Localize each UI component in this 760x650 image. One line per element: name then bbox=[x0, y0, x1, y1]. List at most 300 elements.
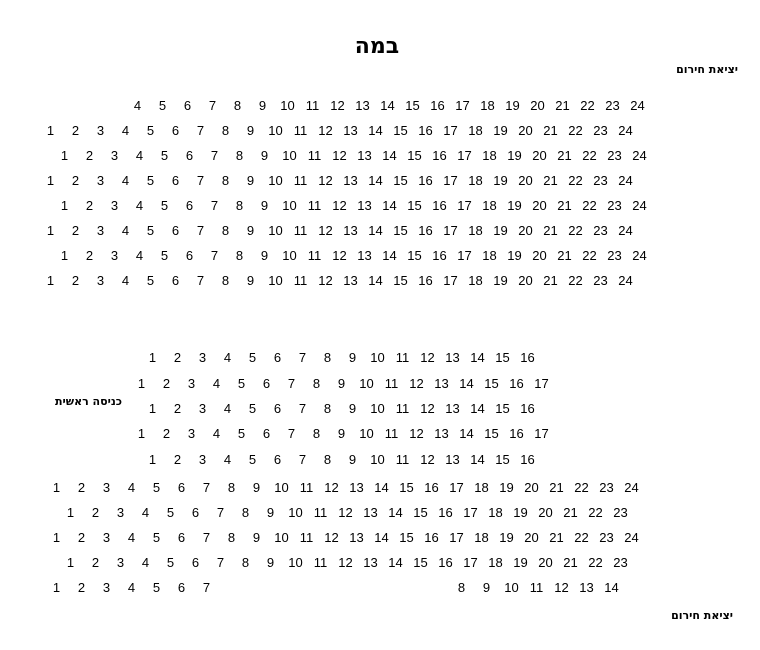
seat-number[interactable]: 12 bbox=[318, 173, 333, 188]
seat-number[interactable]: 13 bbox=[343, 123, 358, 138]
seat-number[interactable]: 3 bbox=[102, 480, 111, 495]
seat-number[interactable]: 2 bbox=[77, 580, 86, 595]
seat-number[interactable]: 5 bbox=[248, 452, 257, 467]
seat-number[interactable]: 24 bbox=[624, 530, 639, 545]
seat-number[interactable]: 5 bbox=[248, 350, 257, 365]
seat-number[interactable]: 22 bbox=[582, 148, 597, 163]
seat-number[interactable]: 14 bbox=[374, 530, 389, 545]
seat-number[interactable]: 19 bbox=[513, 555, 528, 570]
seat-number[interactable]: 22 bbox=[568, 123, 583, 138]
seat-number[interactable]: 8 bbox=[221, 273, 230, 288]
seat-number[interactable]: 18 bbox=[482, 198, 497, 213]
seat-number[interactable]: 14 bbox=[382, 248, 397, 263]
seat-number[interactable]: 6 bbox=[171, 123, 180, 138]
seat-number[interactable]: 5 bbox=[248, 401, 257, 416]
seat-number[interactable]: 19 bbox=[499, 530, 514, 545]
seat-number[interactable]: 12 bbox=[420, 452, 435, 467]
seat-number[interactable]: 12 bbox=[330, 98, 345, 113]
seat-number[interactable]: 13 bbox=[363, 555, 378, 570]
seat-number[interactable]: 7 bbox=[287, 426, 296, 441]
seat-number[interactable]: 14 bbox=[459, 426, 474, 441]
seat-number[interactable]: 12 bbox=[338, 555, 353, 570]
seat-number[interactable]: 3 bbox=[96, 273, 105, 288]
seat-number[interactable]: 16 bbox=[509, 376, 524, 391]
seat-number[interactable]: 8 bbox=[235, 198, 244, 213]
seat-number[interactable]: 20 bbox=[518, 173, 533, 188]
seat-number[interactable]: 2 bbox=[91, 505, 100, 520]
seat-number[interactable]: 23 bbox=[607, 148, 622, 163]
seat-number[interactable]: 12 bbox=[324, 530, 339, 545]
seat-number[interactable]: 9 bbox=[246, 123, 255, 138]
seat-number[interactable]: 10 bbox=[370, 452, 385, 467]
seat-number[interactable]: 13 bbox=[434, 426, 449, 441]
seat-number[interactable]: 10 bbox=[282, 148, 297, 163]
seat-number[interactable]: 20 bbox=[538, 555, 553, 570]
seat-number[interactable]: 15 bbox=[484, 376, 499, 391]
seat-number[interactable]: 22 bbox=[580, 98, 595, 113]
seat-number[interactable]: 9 bbox=[266, 555, 275, 570]
seat-number[interactable]: 7 bbox=[210, 248, 219, 263]
seat-number[interactable]: 24 bbox=[632, 148, 647, 163]
seat-number[interactable]: 15 bbox=[393, 173, 408, 188]
seat-number[interactable]: 3 bbox=[110, 248, 119, 263]
seat-number[interactable]: 13 bbox=[445, 452, 460, 467]
seat-number[interactable]: 19 bbox=[507, 148, 522, 163]
seat-number[interactable]: 4 bbox=[141, 505, 150, 520]
seat-number[interactable]: 9 bbox=[260, 148, 269, 163]
seat-number[interactable]: 8 bbox=[227, 480, 236, 495]
seat-number[interactable]: 8 bbox=[221, 173, 230, 188]
seat-number[interactable]: 10 bbox=[288, 505, 303, 520]
seat-number[interactable]: 6 bbox=[185, 248, 194, 263]
seat-number[interactable]: 1 bbox=[46, 123, 55, 138]
seat-number[interactable]: 9 bbox=[337, 376, 346, 391]
seat-number[interactable]: 2 bbox=[85, 198, 94, 213]
seat-number[interactable]: 21 bbox=[543, 273, 558, 288]
seat-number[interactable]: 20 bbox=[524, 480, 539, 495]
seat-number[interactable]: 13 bbox=[579, 580, 594, 595]
seat-number[interactable]: 4 bbox=[121, 273, 130, 288]
seat-number[interactable]: 19 bbox=[493, 223, 508, 238]
seat-number[interactable]: 12 bbox=[332, 248, 347, 263]
seat-number[interactable]: 22 bbox=[568, 223, 583, 238]
seat-number[interactable]: 4 bbox=[135, 248, 144, 263]
seat-number[interactable]: 7 bbox=[202, 480, 211, 495]
seat-number[interactable]: 2 bbox=[162, 376, 171, 391]
seat-number[interactable]: 20 bbox=[532, 198, 547, 213]
seat-number[interactable]: 5 bbox=[158, 98, 167, 113]
seat-number[interactable]: 18 bbox=[474, 530, 489, 545]
seat-number[interactable]: 5 bbox=[160, 148, 169, 163]
seat-number[interactable]: 19 bbox=[507, 198, 522, 213]
seat-number[interactable]: 7 bbox=[196, 123, 205, 138]
seat-number[interactable]: 1 bbox=[148, 401, 157, 416]
seat-number[interactable]: 5 bbox=[146, 273, 155, 288]
seat-number[interactable]: 11 bbox=[384, 426, 399, 441]
seat-number[interactable]: 24 bbox=[630, 98, 645, 113]
seat-number[interactable]: 23 bbox=[599, 480, 614, 495]
seat-number[interactable]: 15 bbox=[413, 555, 428, 570]
seat-number[interactable]: 1 bbox=[60, 248, 69, 263]
seat-number[interactable]: 15 bbox=[484, 426, 499, 441]
seat-number[interactable]: 8 bbox=[323, 350, 332, 365]
seat-number[interactable]: 12 bbox=[332, 148, 347, 163]
seat-number[interactable]: 1 bbox=[66, 505, 75, 520]
seat-number[interactable]: 10 bbox=[370, 350, 385, 365]
seat-number[interactable]: 8 bbox=[323, 401, 332, 416]
seat-number[interactable]: 11 bbox=[307, 248, 322, 263]
seat-number[interactable]: 6 bbox=[171, 223, 180, 238]
seat-number[interactable]: 9 bbox=[246, 273, 255, 288]
seat-number[interactable]: 15 bbox=[405, 98, 420, 113]
seat-number[interactable]: 22 bbox=[588, 505, 603, 520]
seat-number[interactable]: 17 bbox=[443, 123, 458, 138]
seat-number[interactable]: 2 bbox=[173, 401, 182, 416]
seat-number[interactable]: 1 bbox=[46, 173, 55, 188]
seat-number[interactable]: 21 bbox=[543, 123, 558, 138]
seat-number[interactable]: 6 bbox=[191, 555, 200, 570]
seat-number[interactable]: 2 bbox=[71, 223, 80, 238]
seat-number[interactable]: 6 bbox=[177, 580, 186, 595]
seat-number[interactable]: 11 bbox=[395, 350, 410, 365]
seat-number[interactable]: 14 bbox=[368, 273, 383, 288]
seat-number[interactable]: 24 bbox=[632, 198, 647, 213]
seat-number[interactable]: 13 bbox=[357, 148, 372, 163]
seat-number[interactable]: 19 bbox=[493, 273, 508, 288]
seat-number[interactable]: 8 bbox=[221, 123, 230, 138]
seat-number[interactable]: 14 bbox=[388, 505, 403, 520]
seat-number[interactable]: 6 bbox=[185, 148, 194, 163]
seat-number[interactable]: 19 bbox=[505, 98, 520, 113]
seat-number[interactable]: 20 bbox=[532, 148, 547, 163]
seat-number[interactable]: 4 bbox=[135, 198, 144, 213]
seat-number[interactable]: 7 bbox=[196, 273, 205, 288]
seat-number[interactable]: 18 bbox=[468, 273, 483, 288]
seat-number[interactable]: 11 bbox=[299, 480, 314, 495]
seat-number[interactable]: 3 bbox=[102, 530, 111, 545]
seat-number[interactable]: 7 bbox=[210, 198, 219, 213]
seat-number[interactable]: 14 bbox=[470, 350, 485, 365]
seat-number[interactable]: 5 bbox=[146, 223, 155, 238]
seat-number[interactable]: 3 bbox=[116, 505, 125, 520]
seat-number[interactable]: 4 bbox=[121, 123, 130, 138]
seat-number[interactable]: 10 bbox=[274, 480, 289, 495]
seat-number[interactable]: 4 bbox=[223, 401, 232, 416]
seat-number[interactable]: 15 bbox=[407, 198, 422, 213]
seat-number[interactable]: 22 bbox=[582, 248, 597, 263]
seat-number[interactable]: 14 bbox=[374, 480, 389, 495]
seat-number[interactable]: 11 bbox=[313, 555, 328, 570]
seat-number[interactable]: 13 bbox=[343, 223, 358, 238]
seat-number[interactable]: 16 bbox=[430, 98, 445, 113]
seat-number[interactable]: 23 bbox=[605, 98, 620, 113]
seat-number[interactable]: 4 bbox=[135, 148, 144, 163]
seat-number[interactable]: 2 bbox=[162, 426, 171, 441]
seat-number[interactable]: 15 bbox=[495, 452, 510, 467]
seat-number[interactable]: 12 bbox=[332, 198, 347, 213]
seat-number[interactable]: 5 bbox=[237, 426, 246, 441]
seat-number[interactable]: 7 bbox=[298, 401, 307, 416]
seat-number[interactable]: 11 bbox=[395, 452, 410, 467]
seat-number[interactable]: 12 bbox=[409, 426, 424, 441]
seat-number[interactable]: 14 bbox=[604, 580, 619, 595]
seat-number[interactable]: 6 bbox=[273, 401, 282, 416]
seat-number[interactable]: 5 bbox=[160, 198, 169, 213]
seat-number[interactable]: 3 bbox=[116, 555, 125, 570]
seat-number[interactable]: 14 bbox=[470, 452, 485, 467]
seat-number[interactable]: 3 bbox=[187, 376, 196, 391]
seat-number[interactable]: 16 bbox=[520, 401, 535, 416]
seat-number[interactable]: 24 bbox=[618, 173, 633, 188]
seat-number[interactable]: 11 bbox=[299, 530, 314, 545]
seat-number[interactable]: 12 bbox=[409, 376, 424, 391]
seat-number[interactable]: 18 bbox=[482, 148, 497, 163]
seat-number[interactable]: 5 bbox=[166, 555, 175, 570]
seat-number[interactable]: 8 bbox=[312, 426, 321, 441]
seat-number[interactable]: 15 bbox=[495, 350, 510, 365]
seat-number[interactable]: 17 bbox=[534, 376, 549, 391]
seat-number[interactable]: 3 bbox=[198, 452, 207, 467]
seat-number[interactable]: 8 bbox=[241, 505, 250, 520]
seat-number[interactable]: 16 bbox=[520, 350, 535, 365]
seat-number[interactable]: 23 bbox=[613, 555, 628, 570]
seat-number[interactable]: 17 bbox=[463, 505, 478, 520]
seat-number[interactable]: 9 bbox=[348, 401, 357, 416]
seat-number[interactable]: 1 bbox=[137, 376, 146, 391]
seat-number[interactable]: 5 bbox=[152, 530, 161, 545]
seat-number[interactable]: 18 bbox=[488, 555, 503, 570]
seat-number[interactable]: 12 bbox=[324, 480, 339, 495]
seat-number[interactable]: 16 bbox=[432, 198, 447, 213]
seat-number[interactable]: 15 bbox=[393, 273, 408, 288]
seat-number[interactable]: 10 bbox=[268, 173, 283, 188]
seat-number[interactable]: 20 bbox=[518, 273, 533, 288]
seat-number[interactable]: 14 bbox=[382, 198, 397, 213]
seat-number[interactable]: 11 bbox=[293, 123, 308, 138]
seat-number[interactable]: 17 bbox=[463, 555, 478, 570]
seat-number[interactable]: 11 bbox=[293, 223, 308, 238]
seat-number[interactable]: 7 bbox=[298, 350, 307, 365]
seat-number[interactable]: 4 bbox=[127, 530, 136, 545]
seat-number[interactable]: 7 bbox=[202, 580, 211, 595]
seat-number[interactable]: 16 bbox=[418, 123, 433, 138]
seat-number[interactable]: 12 bbox=[554, 580, 569, 595]
seat-number[interactable]: 3 bbox=[96, 223, 105, 238]
seat-number[interactable]: 3 bbox=[198, 350, 207, 365]
seat-number[interactable]: 24 bbox=[618, 273, 633, 288]
seat-number[interactable]: 3 bbox=[198, 401, 207, 416]
seat-number[interactable]: 12 bbox=[338, 505, 353, 520]
seat-number[interactable]: 21 bbox=[543, 173, 558, 188]
seat-number[interactable]: 2 bbox=[71, 273, 80, 288]
seat-number[interactable]: 3 bbox=[110, 198, 119, 213]
seat-number[interactable]: 1 bbox=[46, 273, 55, 288]
seat-number[interactable]: 22 bbox=[568, 273, 583, 288]
seat-number[interactable]: 8 bbox=[233, 98, 242, 113]
seat-number[interactable]: 23 bbox=[607, 248, 622, 263]
seat-number[interactable]: 5 bbox=[160, 248, 169, 263]
seat-number[interactable]: 6 bbox=[273, 452, 282, 467]
seat-number[interactable]: 12 bbox=[318, 273, 333, 288]
seat-number[interactable]: 6 bbox=[183, 98, 192, 113]
seat-number[interactable]: 4 bbox=[212, 426, 221, 441]
seat-number[interactable]: 12 bbox=[318, 123, 333, 138]
seat-number[interactable]: 10 bbox=[280, 98, 295, 113]
seat-number[interactable]: 11 bbox=[307, 198, 322, 213]
seat-number[interactable]: 14 bbox=[368, 223, 383, 238]
seat-number[interactable]: 24 bbox=[618, 223, 633, 238]
seat-number[interactable]: 16 bbox=[432, 148, 447, 163]
seat-number[interactable]: 17 bbox=[449, 480, 464, 495]
seat-number[interactable]: 5 bbox=[152, 480, 161, 495]
seat-number[interactable]: 8 bbox=[457, 580, 466, 595]
seat-number[interactable]: 6 bbox=[171, 273, 180, 288]
seat-number[interactable]: 13 bbox=[355, 98, 370, 113]
seat-number[interactable]: 1 bbox=[52, 530, 61, 545]
seat-number[interactable]: 8 bbox=[312, 376, 321, 391]
seat-number[interactable]: 10 bbox=[359, 376, 374, 391]
seat-number[interactable]: 16 bbox=[438, 505, 453, 520]
seat-number[interactable]: 23 bbox=[593, 173, 608, 188]
seat-number[interactable]: 12 bbox=[420, 350, 435, 365]
seat-number[interactable]: 11 bbox=[384, 376, 399, 391]
seat-number[interactable]: 1 bbox=[52, 480, 61, 495]
seat-number[interactable]: 19 bbox=[493, 173, 508, 188]
seat-number[interactable]: 10 bbox=[274, 530, 289, 545]
seat-number[interactable]: 20 bbox=[524, 530, 539, 545]
seat-number[interactable]: 19 bbox=[493, 123, 508, 138]
seat-number[interactable]: 1 bbox=[60, 198, 69, 213]
seat-number[interactable]: 9 bbox=[252, 480, 261, 495]
seat-number[interactable]: 23 bbox=[593, 223, 608, 238]
seat-number[interactable]: 13 bbox=[434, 376, 449, 391]
seat-number[interactable]: 1 bbox=[148, 350, 157, 365]
seat-number[interactable]: 7 bbox=[210, 148, 219, 163]
seat-number[interactable]: 2 bbox=[85, 248, 94, 263]
seat-number[interactable]: 14 bbox=[382, 148, 397, 163]
seat-number[interactable]: 1 bbox=[137, 426, 146, 441]
seat-number[interactable]: 12 bbox=[318, 223, 333, 238]
seat-number[interactable]: 19 bbox=[513, 505, 528, 520]
seat-number[interactable]: 11 bbox=[293, 273, 308, 288]
seat-number[interactable]: 16 bbox=[432, 248, 447, 263]
seat-number[interactable]: 5 bbox=[146, 123, 155, 138]
seat-number[interactable]: 15 bbox=[407, 248, 422, 263]
seat-number[interactable]: 6 bbox=[171, 173, 180, 188]
seat-number[interactable]: 22 bbox=[588, 555, 603, 570]
seat-number[interactable]: 9 bbox=[482, 580, 491, 595]
seat-number[interactable]: 22 bbox=[574, 480, 589, 495]
seat-number[interactable]: 8 bbox=[241, 555, 250, 570]
seat-number[interactable]: 15 bbox=[393, 223, 408, 238]
seat-number[interactable]: 13 bbox=[343, 273, 358, 288]
seat-number[interactable]: 10 bbox=[268, 223, 283, 238]
seat-number[interactable]: 9 bbox=[246, 173, 255, 188]
seat-number[interactable]: 4 bbox=[141, 555, 150, 570]
seat-number[interactable]: 10 bbox=[504, 580, 519, 595]
seat-number[interactable]: 4 bbox=[223, 350, 232, 365]
seat-number[interactable]: 14 bbox=[459, 376, 474, 391]
seat-number[interactable]: 16 bbox=[438, 555, 453, 570]
seat-number[interactable]: 16 bbox=[520, 452, 535, 467]
seat-number[interactable]: 16 bbox=[424, 480, 439, 495]
seat-number[interactable]: 11 bbox=[313, 505, 328, 520]
seat-number[interactable]: 7 bbox=[216, 555, 225, 570]
seat-number[interactable]: 22 bbox=[582, 198, 597, 213]
seat-number[interactable]: 15 bbox=[407, 148, 422, 163]
seat-number[interactable]: 9 bbox=[337, 426, 346, 441]
seat-number[interactable]: 22 bbox=[568, 173, 583, 188]
seat-number[interactable]: 7 bbox=[208, 98, 217, 113]
seat-number[interactable]: 2 bbox=[85, 148, 94, 163]
seat-number[interactable]: 10 bbox=[359, 426, 374, 441]
seat-number[interactable]: 1 bbox=[52, 580, 61, 595]
seat-number[interactable]: 4 bbox=[223, 452, 232, 467]
seat-number[interactable]: 4 bbox=[121, 173, 130, 188]
seat-number[interactable]: 10 bbox=[268, 273, 283, 288]
seat-number[interactable]: 4 bbox=[127, 480, 136, 495]
seat-number[interactable]: 21 bbox=[563, 555, 578, 570]
seat-number[interactable]: 9 bbox=[348, 452, 357, 467]
seat-number[interactable]: 13 bbox=[445, 350, 460, 365]
seat-number[interactable]: 6 bbox=[177, 530, 186, 545]
seat-number[interactable]: 2 bbox=[71, 123, 80, 138]
seat-number[interactable]: 2 bbox=[71, 173, 80, 188]
seat-number[interactable]: 6 bbox=[273, 350, 282, 365]
seat-number[interactable]: 1 bbox=[148, 452, 157, 467]
seat-number[interactable]: 13 bbox=[357, 198, 372, 213]
seat-number[interactable]: 1 bbox=[60, 148, 69, 163]
seat-number[interactable]: 7 bbox=[216, 505, 225, 520]
seat-number[interactable]: 24 bbox=[632, 248, 647, 263]
seat-number[interactable]: 16 bbox=[424, 530, 439, 545]
seat-number[interactable]: 8 bbox=[227, 530, 236, 545]
seat-number[interactable]: 13 bbox=[349, 480, 364, 495]
seat-number[interactable]: 17 bbox=[443, 273, 458, 288]
seat-number[interactable]: 10 bbox=[268, 123, 283, 138]
seat-number[interactable]: 13 bbox=[343, 173, 358, 188]
seat-number[interactable]: 3 bbox=[187, 426, 196, 441]
seat-number[interactable]: 6 bbox=[185, 198, 194, 213]
seat-number[interactable]: 15 bbox=[399, 530, 414, 545]
seat-number[interactable]: 2 bbox=[77, 530, 86, 545]
seat-number[interactable]: 3 bbox=[102, 580, 111, 595]
seat-number[interactable]: 17 bbox=[449, 530, 464, 545]
seat-number[interactable]: 20 bbox=[518, 223, 533, 238]
seat-number[interactable]: 20 bbox=[530, 98, 545, 113]
seat-number[interactable]: 14 bbox=[368, 173, 383, 188]
seat-number[interactable]: 17 bbox=[457, 248, 472, 263]
seat-number[interactable]: 7 bbox=[196, 223, 205, 238]
seat-number[interactable]: 7 bbox=[196, 173, 205, 188]
seat-number[interactable]: 13 bbox=[363, 505, 378, 520]
seat-number[interactable]: 4 bbox=[212, 376, 221, 391]
seat-number[interactable]: 20 bbox=[538, 505, 553, 520]
seat-number[interactable]: 13 bbox=[349, 530, 364, 545]
seat-number[interactable]: 2 bbox=[77, 480, 86, 495]
seat-number[interactable]: 6 bbox=[191, 505, 200, 520]
seat-number[interactable]: 23 bbox=[599, 530, 614, 545]
seat-number[interactable]: 2 bbox=[173, 452, 182, 467]
seat-number[interactable]: 9 bbox=[266, 505, 275, 520]
seat-number[interactable]: 15 bbox=[495, 401, 510, 416]
seat-number[interactable]: 18 bbox=[468, 223, 483, 238]
seat-number[interactable]: 11 bbox=[293, 173, 308, 188]
seat-number[interactable]: 13 bbox=[357, 248, 372, 263]
seat-number[interactable]: 8 bbox=[235, 248, 244, 263]
seat-number[interactable]: 9 bbox=[260, 198, 269, 213]
seat-number[interactable]: 9 bbox=[252, 530, 261, 545]
